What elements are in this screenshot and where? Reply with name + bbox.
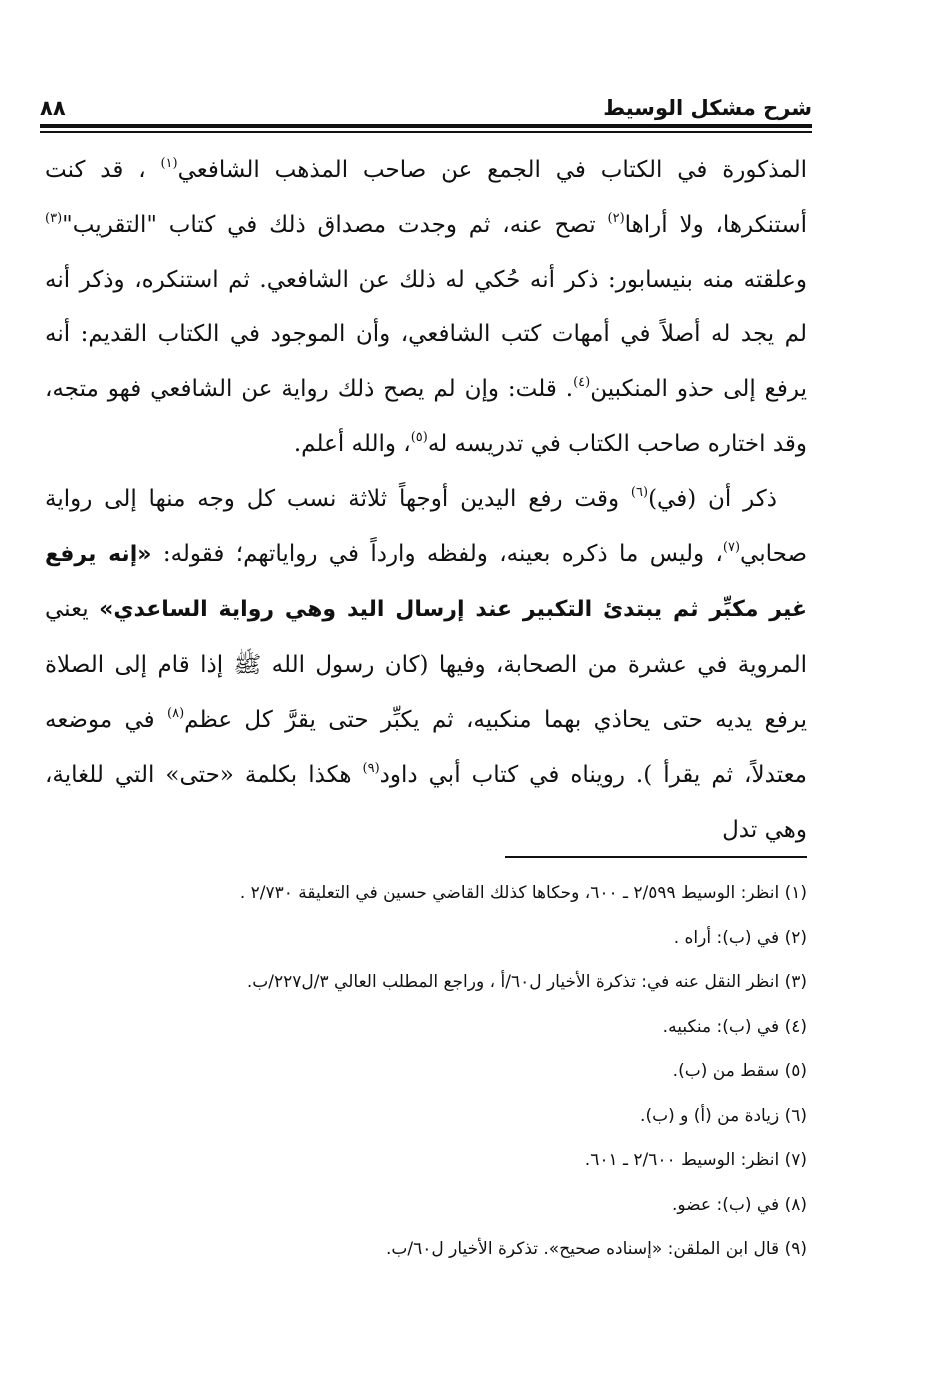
text-segment: وقت رفع اليدين أوجهاً ثلاثة نسب كل وجه منها إلى رواية صحابي <box>45 485 807 567</box>
footnote-8: (٨) في (ب): عضو. <box>672 1194 807 1215</box>
footnote-marker-1: (١) <box>160 156 178 171</box>
page-header <box>40 80 812 120</box>
text-segment: ، والله أعلم. <box>293 430 411 457</box>
text-segment: . قلت: وإن لم يصح ذلك رواية عن الشافعي فهو متجه، وقد اختاره صاحب الكتاب في تدريسه له <box>45 376 807 457</box>
footnote-9: (٩) قال ابن الملقن: «إسناده صحيح». تذكرة الأخيار ل٦٠/ب. <box>385 1239 807 1259</box>
paragraph-1 <box>45 143 807 472</box>
footnote-separator <box>505 856 807 858</box>
header-rule-thick <box>40 124 812 128</box>
footnote-4: (٤) في (ب): منكبيه. <box>662 1016 807 1037</box>
footnote-1: (١) انظر: الوسيط ٢/٥٩٩ ـ ٦٠٠، وحكاها كذلك القاضي حسين في التعليقة ٢/٧٣٠ . <box>239 883 807 903</box>
text-segment: تصح عنه، ثم وجدت مصداق ذلك في كتاب "التقريب" <box>62 211 596 238</box>
text-segment: وعلقته منه بنيسابور: ذكر أنه حُكي له ذلك عن الشافعي. ثم استنكره، وذكر أنه لم يجد له أصلاً في أمهات كتب الشافعي، وأن الموجود في الكتاب القديم: أنه يرفع إلى حذو المنكبين <box>45 266 807 403</box>
main-text <box>45 143 807 857</box>
header-rule-thin <box>40 131 812 133</box>
footnote-6: (٦) زيادة من (أ) و (ب). <box>640 1105 807 1126</box>
text-segment: في موضعه معتدلاً، ثم يقرأ ). رويناه في كتاب أبي داود <box>45 706 808 788</box>
paragraph-2 <box>45 472 807 858</box>
footnote-2: (٢) في (ب): أراه . <box>673 927 807 948</box>
text-segment: ، وليس ما ذكره بعينه، ولفظه وارداً في رواياتهم؛ فقوله: <box>162 540 723 567</box>
footnote-marker-3: (٣) <box>45 210 63 226</box>
footnote-5: (٥) سقط من (ب). <box>672 1061 807 1081</box>
footnotes <box>45 878 807 1279</box>
footnote-marker-9: (٩) <box>362 760 380 776</box>
text-segment: ذكر أن (في) <box>648 485 777 512</box>
running-title: شرح مشكل الوسيط <box>603 96 812 120</box>
footnote-marker-7: (٧) <box>722 539 741 555</box>
footnote-marker-4: (٤) <box>573 375 591 391</box>
footnote-3: (٣) انظر النقل عنه في: تذكرة الأخيار ل٦٠/أ ، وراجع المطلب العالي ٣/ل٢٢٧/ب. <box>246 972 807 992</box>
text-segment: ، قد كنت أستنكرها، ولا أراها <box>45 157 807 238</box>
text-segment: المذكورة في الكتاب في الجمع عن صاحب المذهب الشافعي <box>177 157 808 183</box>
footnote-marker-6: (٦) <box>630 484 649 500</box>
bold-quote: «إنه يرفع غير مكبِّر ثم يبتدئ التكبير عند إرسال اليد وهي رواية الساعدي» <box>45 541 807 623</box>
text-segment: هكذا بكلمة «حتى» التي للغاية، وهي تدل <box>45 761 807 843</box>
footnote-marker-8: (٨) <box>167 705 185 721</box>
footnote-7: (٧) انظر: الوسيط ٢/٦٠٠ ـ ٦٠١. <box>584 1150 807 1170</box>
page-number: ٨٨ <box>40 96 66 120</box>
text-segment: يعني المروية في عشرة من الصحابة، وفيها (كان رسول الله ﷺ إذا قام إلى الصلاة يرفع يديه حتى يحاذي بهما منكبيه، ثم يكبِّر حتى يقرَّ كل عظم <box>45 596 808 733</box>
footnote-marker-2: (٢) <box>607 210 625 226</box>
footnote-marker-5: (٥) <box>410 429 428 445</box>
